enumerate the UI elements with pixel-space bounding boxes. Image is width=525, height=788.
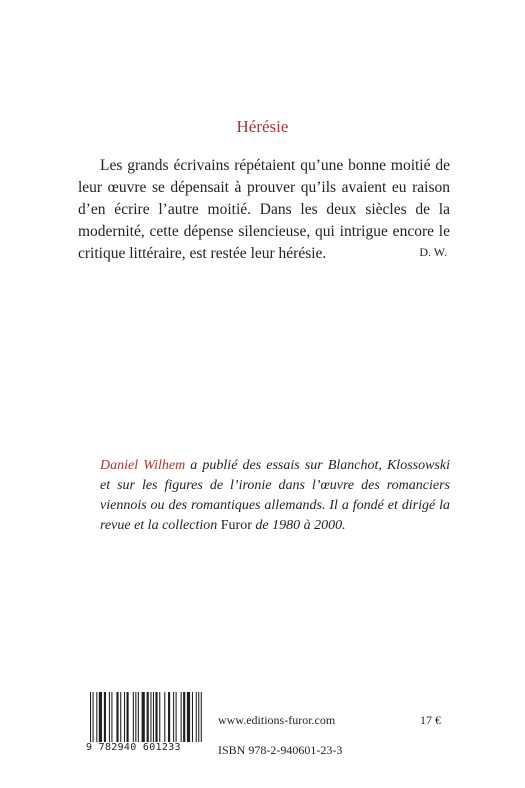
barcode-bar bbox=[109, 692, 110, 742]
barcode-bar bbox=[142, 692, 145, 742]
barcode-bar bbox=[126, 692, 128, 742]
barcode-bar bbox=[96, 692, 97, 742]
author-bio-text-1: a publié des essais sur Blanchot, Klossowski et sur les figures de l’ironie dans l’œuvre des romanciers viennois ou des romantiques allemands. Il a fondé et dirigé la revue et la collection bbox=[100, 458, 450, 533]
barcode-bar bbox=[138, 692, 139, 742]
barcode-bar bbox=[90, 692, 91, 742]
barcode-bar bbox=[181, 692, 182, 742]
barcode-bar bbox=[111, 692, 112, 742]
ean-number: 9 782940 601233 bbox=[86, 742, 181, 753]
barcode-bar bbox=[133, 692, 134, 742]
barcode-bar bbox=[93, 692, 94, 742]
barcode-bar bbox=[155, 692, 157, 742]
price: 17 € bbox=[420, 713, 441, 727]
barcode-bar bbox=[153, 692, 154, 742]
author-bio-text-2: de 1980 à 2000. bbox=[251, 518, 346, 533]
barcode-bar bbox=[183, 692, 185, 742]
barcode-bar bbox=[168, 692, 170, 742]
barcode-bar bbox=[196, 692, 197, 742]
author-name: Daniel Wilhem bbox=[100, 458, 186, 473]
book-title: Hérésie bbox=[236, 117, 289, 136]
barcode-bar bbox=[120, 692, 121, 742]
barcode-bar bbox=[147, 692, 149, 742]
barcode-bar bbox=[99, 692, 102, 742]
barcode-bar bbox=[135, 692, 136, 742]
barcode-bar bbox=[164, 692, 165, 742]
publisher-website: www.editions-furor.com bbox=[218, 713, 336, 727]
barcode-bar bbox=[150, 692, 151, 742]
blurb-signature: D. W. bbox=[419, 245, 447, 259]
publication-name: Furor bbox=[220, 518, 252, 533]
barcode-bar bbox=[173, 692, 174, 742]
barcode-bar bbox=[116, 692, 118, 742]
barcode-bar bbox=[192, 692, 193, 742]
barcode-bar bbox=[201, 692, 202, 742]
barcode-bars bbox=[90, 692, 202, 742]
back-cover-blurb: Les grands écrivains répétaient qu’une bonne moitié de leur œuvre se dépensait à prouver qu’ils avaient eu raison d’en écrire l’autre moitié. Dans les deux siècles de la modernité, cette dépense silencieuse, qui intrigue encore le critique littéraire, est restée leur hérésie. bbox=[78, 157, 450, 262]
barcode-bar bbox=[124, 692, 125, 742]
barcode-bar bbox=[176, 692, 177, 742]
barcode-bar bbox=[187, 692, 190, 742]
isbn-number: ISBN 978-2-940601-23-3 bbox=[218, 743, 343, 757]
barcode-bar bbox=[198, 692, 199, 742]
barcode bbox=[90, 692, 202, 768]
barcode-bar bbox=[159, 692, 160, 742]
barcode-bar bbox=[104, 692, 106, 742]
author-bio bbox=[100, 456, 450, 536]
